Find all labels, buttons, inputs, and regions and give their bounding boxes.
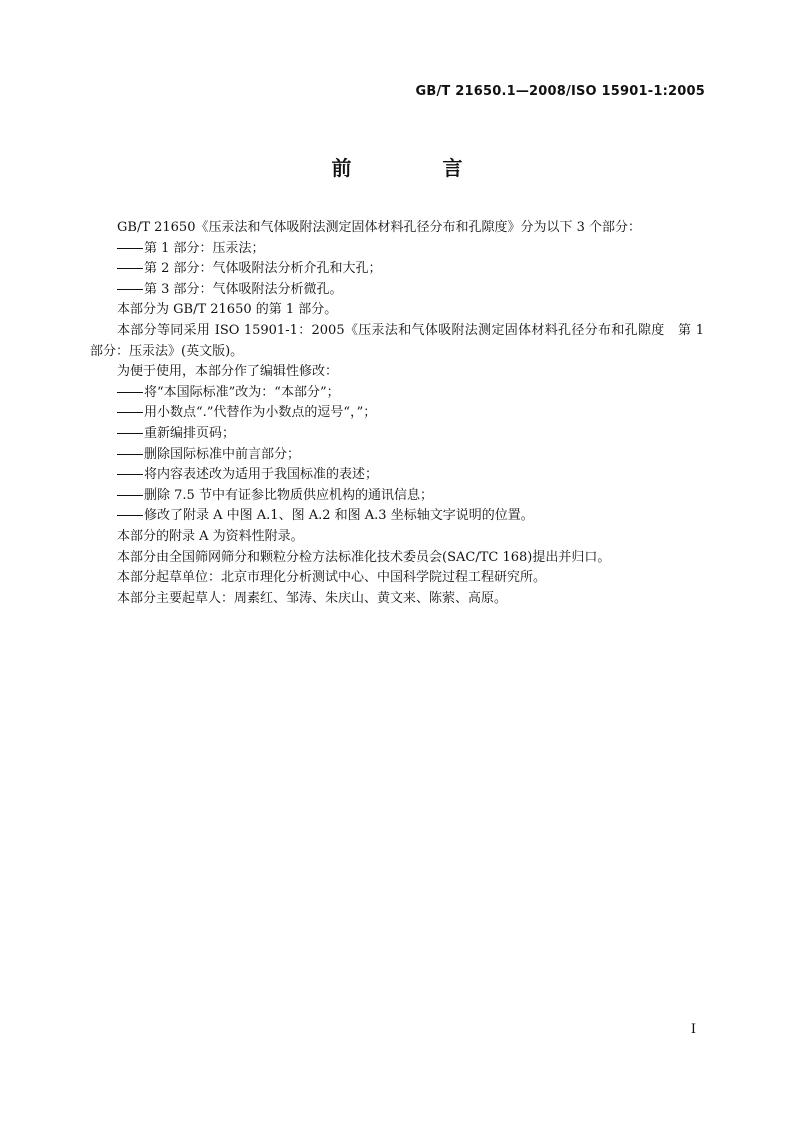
list-item-text: 将内容表述改为适用于我国标准的表述； bbox=[144, 467, 379, 483]
list-item-text: 删除国际标准中前言部分； bbox=[144, 446, 301, 462]
paragraph-drafters: 本部分主要起草人：周素红、邹涛、朱庆山、黄文来、陈萦、高原。 bbox=[117, 590, 508, 606]
list-item-text: 删除 7.5 节中有证参比物质供应机构的通讯信息； bbox=[144, 487, 433, 503]
list-item bbox=[90, 239, 704, 260]
list-item-text: 第 1 部分：压汞法； bbox=[144, 240, 265, 256]
list-item bbox=[90, 403, 704, 424]
page-title: 前 言 bbox=[331, 156, 505, 180]
paragraph-drafting-units: 本部分起草单位：北京市理化分析测试中心、中国科学院过程工程研究所。 bbox=[117, 570, 547, 586]
paragraph-annex: 本部分的附录 A 为资料性附录。 bbox=[117, 528, 304, 544]
list-item-text: 将“本国际标准”改为：“本部分”； bbox=[144, 384, 340, 400]
list-item-text: 用小数点“.”代替作为小数点的逗号“，”； bbox=[144, 405, 377, 421]
list-item-text: 第 2 部分：气体吸附法分析介孔和大孔； bbox=[144, 261, 382, 277]
list-item bbox=[90, 486, 704, 507]
dash-bullet bbox=[117, 433, 143, 434]
foreword-body bbox=[90, 218, 704, 609]
list-item bbox=[90, 424, 704, 445]
dash-bullet bbox=[117, 392, 143, 393]
paragraph-editorial-intro: 为便于使用，本部分作了编辑性修改： bbox=[117, 364, 339, 380]
list-item-text: 第 3 部分：气体吸附法分析微孔。 bbox=[144, 281, 343, 297]
list-item-text: 修改了附录 A 中图 A.1、图 A.2 和图 A.3 坐标轴文字说明的位置。 bbox=[144, 508, 534, 524]
list-item bbox=[90, 445, 704, 466]
paragraph-adoption: 本部分等同采用 ISO 15901-1：2005《压汞法和气体吸附法测定固体材料孔径分布和孔隙度 第 1 部分：压汞法》(英文版)。 bbox=[90, 322, 704, 359]
dash-bullet bbox=[117, 474, 143, 475]
paragraph-proposer: 本部分由全国筛网筛分和颗粒分检方法标准化技术委员会(SAC/TC 168)提出并归口。 bbox=[117, 549, 611, 565]
list-item bbox=[90, 383, 704, 404]
list-item bbox=[90, 259, 704, 280]
dash-bullet bbox=[117, 248, 143, 249]
page-number: I bbox=[690, 1022, 696, 1037]
list-item bbox=[90, 465, 704, 486]
dash-bullet bbox=[117, 268, 143, 269]
paragraph-parts-intro: GB/T 21650《压汞法和气体吸附法测定固体材料孔径分布和孔隙度》分为以下 3 个部分： bbox=[117, 220, 642, 235]
dash-bullet bbox=[117, 495, 143, 496]
paragraph-part-statement: 本部分为 GB/T 21650 的第 1 部分。 bbox=[117, 302, 338, 318]
dash-bullet bbox=[117, 515, 143, 516]
standard-code: GB/T 21650.1—2008/ISO 15901-1:2005 bbox=[415, 84, 705, 99]
dash-bullet bbox=[117, 454, 143, 455]
list-item-text: 重新编排页码； bbox=[144, 425, 236, 441]
list-item bbox=[90, 506, 704, 527]
dash-bullet bbox=[117, 289, 143, 290]
dash-bullet bbox=[117, 412, 143, 413]
list-item bbox=[90, 280, 704, 301]
